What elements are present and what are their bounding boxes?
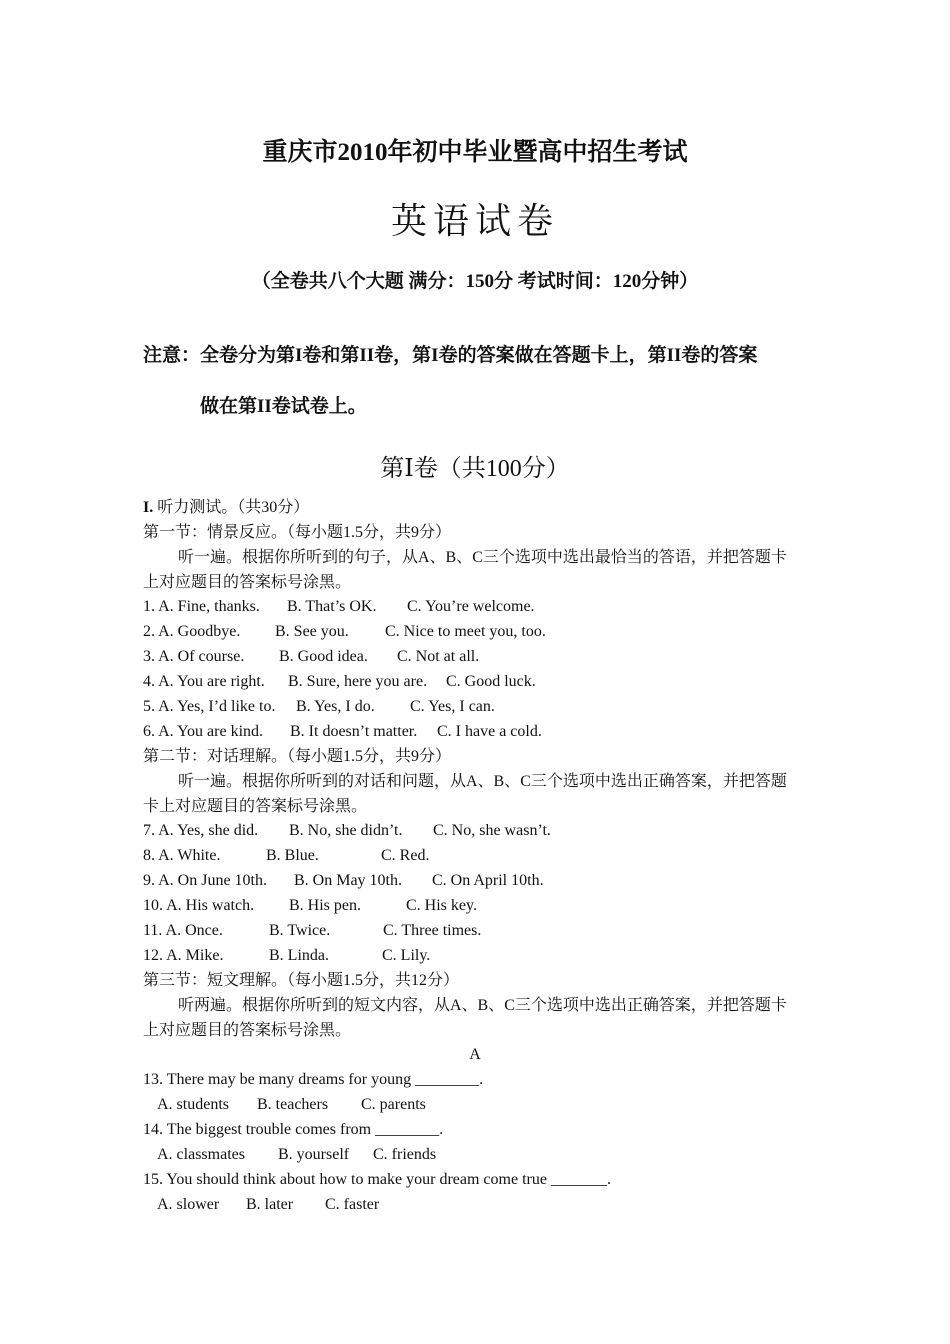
q14-option-b: B. yourself — [278, 1146, 350, 1163]
q2-option-a: 2. A. Goodbye. — [143, 623, 241, 640]
q10-option-b: B. His pen. — [289, 897, 361, 914]
q13-stem: 13. There may be many dreams for young ________. — [143, 1071, 484, 1088]
q10-option-c: C. His key. — [406, 897, 477, 914]
section-1-heading — [143, 498, 309, 518]
q4-option-b: B. Sure, here you are. — [288, 673, 428, 690]
q1-option-a: 1. A. Fine, thanks. — [143, 598, 260, 615]
subject-title: 英语试卷 — [390, 201, 559, 241]
q7-option-b: B. No, she didn’t. — [289, 822, 403, 839]
q9-option-c: C. On April 10th. — [432, 872, 544, 889]
sub1-instruction-1: 听一遍。根据你所听到的句子，从A、B、C三个选项中选出最恰当的答语，并把答题卡 — [178, 549, 787, 566]
q7-option-a: 7. A. Yes, she did. — [143, 822, 259, 839]
q1-option-b: B. That’s OK. — [287, 598, 377, 615]
sub1-instruction-2: 上对应题目的答案标号涂黑。 — [143, 574, 352, 591]
sub1-heading: 第一节：情景反应。（每小题1.5分，共9分） — [143, 524, 452, 541]
q3-option-c: C. Not at all. — [397, 648, 480, 665]
sub3-heading: 第三节：短文理解。（每小题1.5分，共12分） — [143, 972, 460, 989]
sub2-instruction-2: 卡上对应题目的答案标号涂黑。 — [143, 798, 368, 815]
q6-option-a: 6. A. You are kind. — [143, 723, 264, 740]
q15-option-c: C. faster — [325, 1196, 380, 1213]
q8-option-a: 8. A. White. — [143, 847, 221, 864]
q9-option-b: B. On May 10th. — [294, 872, 402, 889]
q6-option-c: C. I have a cold. — [437, 723, 542, 740]
q12-option-c: C. Lily. — [382, 947, 431, 964]
sub2-heading: 第二节：对话理解。（每小题1.5分，共9分） — [143, 748, 452, 765]
q2-option-c: C. Nice to meet you, too. — [385, 623, 546, 640]
q5-option-b: B. Yes, I do. — [296, 698, 375, 715]
q7-option-c: C. No, she wasn’t. — [433, 822, 551, 839]
q13-option-c: C. parents — [361, 1096, 426, 1113]
q14-option-c: C. friends — [373, 1146, 437, 1163]
q3-option-b: B. Good idea. — [279, 648, 368, 665]
q6-option-b: B. It doesn’t matter. — [290, 723, 418, 740]
q14-option-a: A. classmates — [157, 1146, 245, 1163]
q13-option-b: B. teachers — [257, 1096, 329, 1113]
q4-option-c: C. Good luck. — [446, 673, 536, 690]
exam-info: （全卷共八个大题 满分：150分 考试时间：120分钟） — [251, 271, 699, 292]
section-title: 听力测试。（共30分） — [157, 499, 310, 516]
q1-option-c: C. You’re welcome. — [407, 598, 535, 615]
section-number: I. — [143, 499, 154, 516]
q3-option-a: 3. A. Of course. — [143, 648, 245, 665]
q8-option-c: C. Red. — [381, 847, 430, 864]
part-1-heading: 第Ⅰ卷（共100分） — [380, 456, 570, 482]
q15-option-a: A. slower — [157, 1196, 220, 1213]
q15-option-b: B. later — [246, 1196, 294, 1213]
q5-option-c: C. Yes, I can. — [410, 698, 495, 715]
exam-title: 重庆市2010年初中毕业暨高中招生考试 — [262, 139, 688, 166]
q8-option-b: B. Blue. — [266, 847, 319, 864]
q9-option-a: 9. A. On June 10th. — [143, 872, 267, 889]
notice-line-1: 注意：全卷分为第I卷和第II卷，第I卷的答案做在答题卡上，第II卷的答案 — [143, 345, 758, 366]
notice-line-2: 做在第II卷试卷上。 — [200, 396, 367, 417]
q5-option-a: 5. A. Yes, I’d like to. — [143, 698, 276, 715]
q2-option-b: B. See you. — [275, 623, 349, 640]
q15-stem: 15. You should think about how to make your dream come true _______. — [143, 1171, 611, 1188]
sub3-instruction-1: 听两遍。根据你所听到的短文内容，从A、B、C三个选项中选出正确答案，并把答题卡 — [178, 997, 787, 1014]
passage-label: A — [469, 1046, 481, 1063]
q4-option-a: 4. A. You are right. — [143, 673, 265, 690]
q14-stem: 14. The biggest trouble comes from ________. — [143, 1121, 444, 1138]
sub3-instruction-2: 上对应题目的答案标号涂黑。 — [143, 1022, 352, 1039]
q10-option-a: 10. A. His watch. — [143, 897, 255, 914]
q13-option-a: A. students — [157, 1096, 229, 1113]
q12-option-b: B. Linda. — [269, 947, 329, 964]
sub2-instruction-1: 听一遍。根据你所听到的对话和问题，从A、B、C三个选项中选出正确答案，并把答题 — [178, 773, 787, 790]
q11-option-b: B. Twice. — [269, 922, 331, 939]
q11-option-a: 11. A. Once. — [143, 922, 223, 939]
q11-option-c: C. Three times. — [383, 922, 482, 939]
q12-option-a: 12. A. Mike. — [143, 947, 224, 964]
